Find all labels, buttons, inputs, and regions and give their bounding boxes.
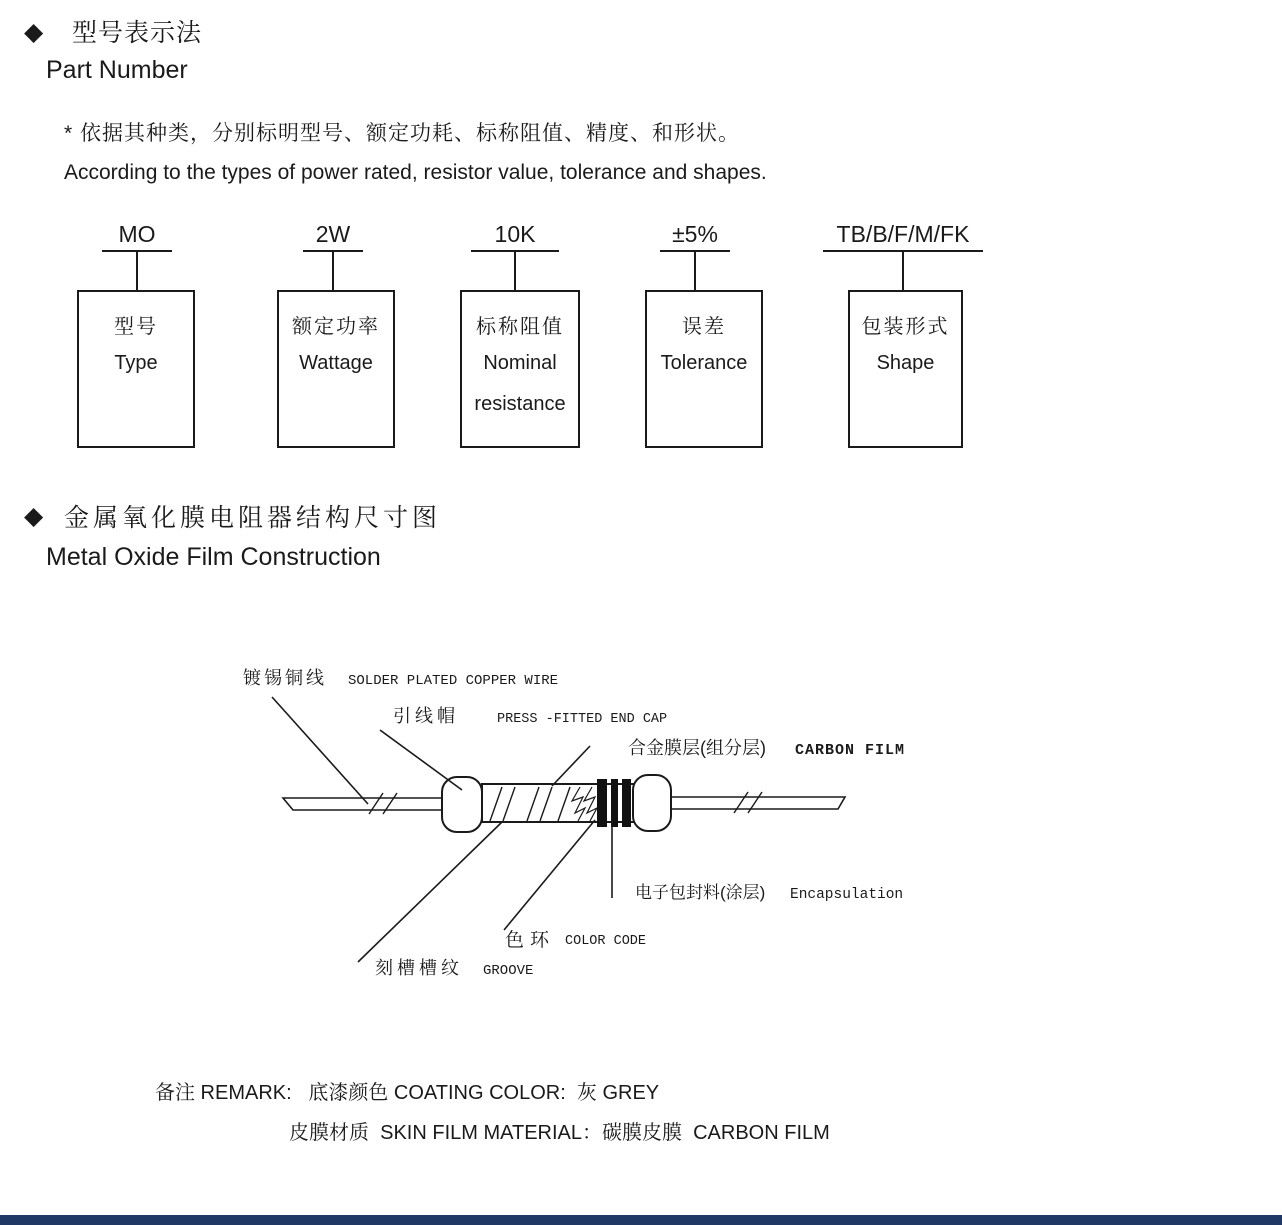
pn-box-wattage: [277, 290, 395, 448]
end-cap-label-en: PRESS -FITTED END CAP: [497, 712, 668, 727]
end-cap-leader: [380, 730, 462, 790]
pn-connector-line: [514, 252, 516, 290]
color-code-leader: [504, 820, 595, 930]
section2-bullet-icon: ◆: [24, 502, 44, 530]
section1-title-zh: 型号表示法: [72, 19, 203, 47]
pn-connector-line: [332, 252, 334, 290]
section2-title-zh: 金属氧化膜电阻器结构尺寸图: [64, 504, 442, 532]
copper-wire-label-en: SOLDER PLATED COPPER WIRE: [348, 673, 559, 689]
pn-box-type-en: Type: [114, 352, 158, 374]
pn-box-wattage-en: Wattage: [299, 352, 373, 374]
pn-box-type-zh: 型号: [114, 316, 158, 338]
pn-box-shape-en: Shape: [876, 352, 935, 374]
groove-label-zh: 刻槽槽纹: [375, 958, 463, 978]
pn-code-wattage: 2W: [303, 219, 363, 252]
section1-note-en: According to the types of power rated, resistor value, tolerance and shapes.: [64, 161, 767, 184]
left-end-cap: [442, 777, 482, 832]
section2-title-en: Metal Oxide Film Construction: [46, 543, 381, 571]
resistor-body: [482, 779, 635, 827]
copper-wire-label-zh: 镀锡铜线: [243, 668, 327, 688]
pn-box-resistance-en2: resistance: [474, 393, 566, 415]
pn-box-shape-zh: 包装形式: [861, 316, 950, 338]
pn-box-type: [77, 290, 195, 448]
carbon-film-label-zh: 合金膜层(组分层): [628, 738, 766, 758]
encapsulation-label-zh: 电子包封料(涂层): [635, 883, 766, 902]
remark-coating-color: 备注 REMARK: 底漆颜色 COATING COLOR: 灰 GREY: [155, 1082, 660, 1104]
pn-code-shape: TB/B/F/M/FK: [823, 219, 983, 252]
pn-box-tolerance-en: Tolerance: [660, 352, 748, 374]
section1-note-zh: * 依据其种类，分别标明型号、额定功耗、标称阻值、精度、和形状。: [64, 122, 741, 145]
pn-connector-line: [694, 252, 696, 290]
carbon-film-leader: [552, 746, 590, 786]
pn-code-tolerance: ±5%: [660, 219, 730, 252]
pn-box-resistance-en: Nominal: [483, 352, 557, 374]
pn-box-resistance: [460, 290, 580, 448]
color-code-label-en: COLOR CODE: [565, 934, 647, 949]
resistor-construction-diagram: [240, 640, 950, 1000]
pn-box-resistance-zh: 标称阻值: [476, 316, 564, 338]
remark-skin-film-material: 皮膜材质 SKIN FILM MATERIAL：碳膜皮膜 CARBON FILM: [289, 1122, 830, 1144]
section1-title-en: Part Number: [46, 56, 188, 84]
groove-leader: [358, 822, 502, 962]
groove-label-en: GROOVE: [483, 963, 534, 979]
end-cap-label-zh: 引线帽: [393, 706, 459, 726]
encapsulation-label-en: Encapsulation: [790, 887, 904, 903]
left-lead: [283, 793, 443, 814]
pn-box-tolerance-zh: 误差: [682, 316, 726, 338]
copper-wire-leader: [272, 697, 368, 804]
pn-box-wattage-zh: 额定功率: [292, 316, 380, 338]
color-bands: [597, 779, 631, 827]
right-lead: [671, 792, 845, 813]
leader-lines: [272, 697, 612, 962]
carbon-film-label-en: CARBON FILM: [795, 742, 906, 759]
pn-box-shape: [848, 290, 963, 448]
pn-connector-line: [136, 252, 138, 290]
right-end-cap: [633, 775, 671, 831]
pn-box-tolerance: [645, 290, 763, 448]
color-code-label-zh: 色环: [505, 930, 556, 951]
pn-code-type: MO: [102, 219, 172, 252]
pn-connector-line: [902, 252, 904, 290]
footer-bar: [0, 1215, 1282, 1225]
section1-bullet-icon: ◆: [24, 18, 44, 46]
pn-code-resistance: 10K: [471, 219, 559, 252]
